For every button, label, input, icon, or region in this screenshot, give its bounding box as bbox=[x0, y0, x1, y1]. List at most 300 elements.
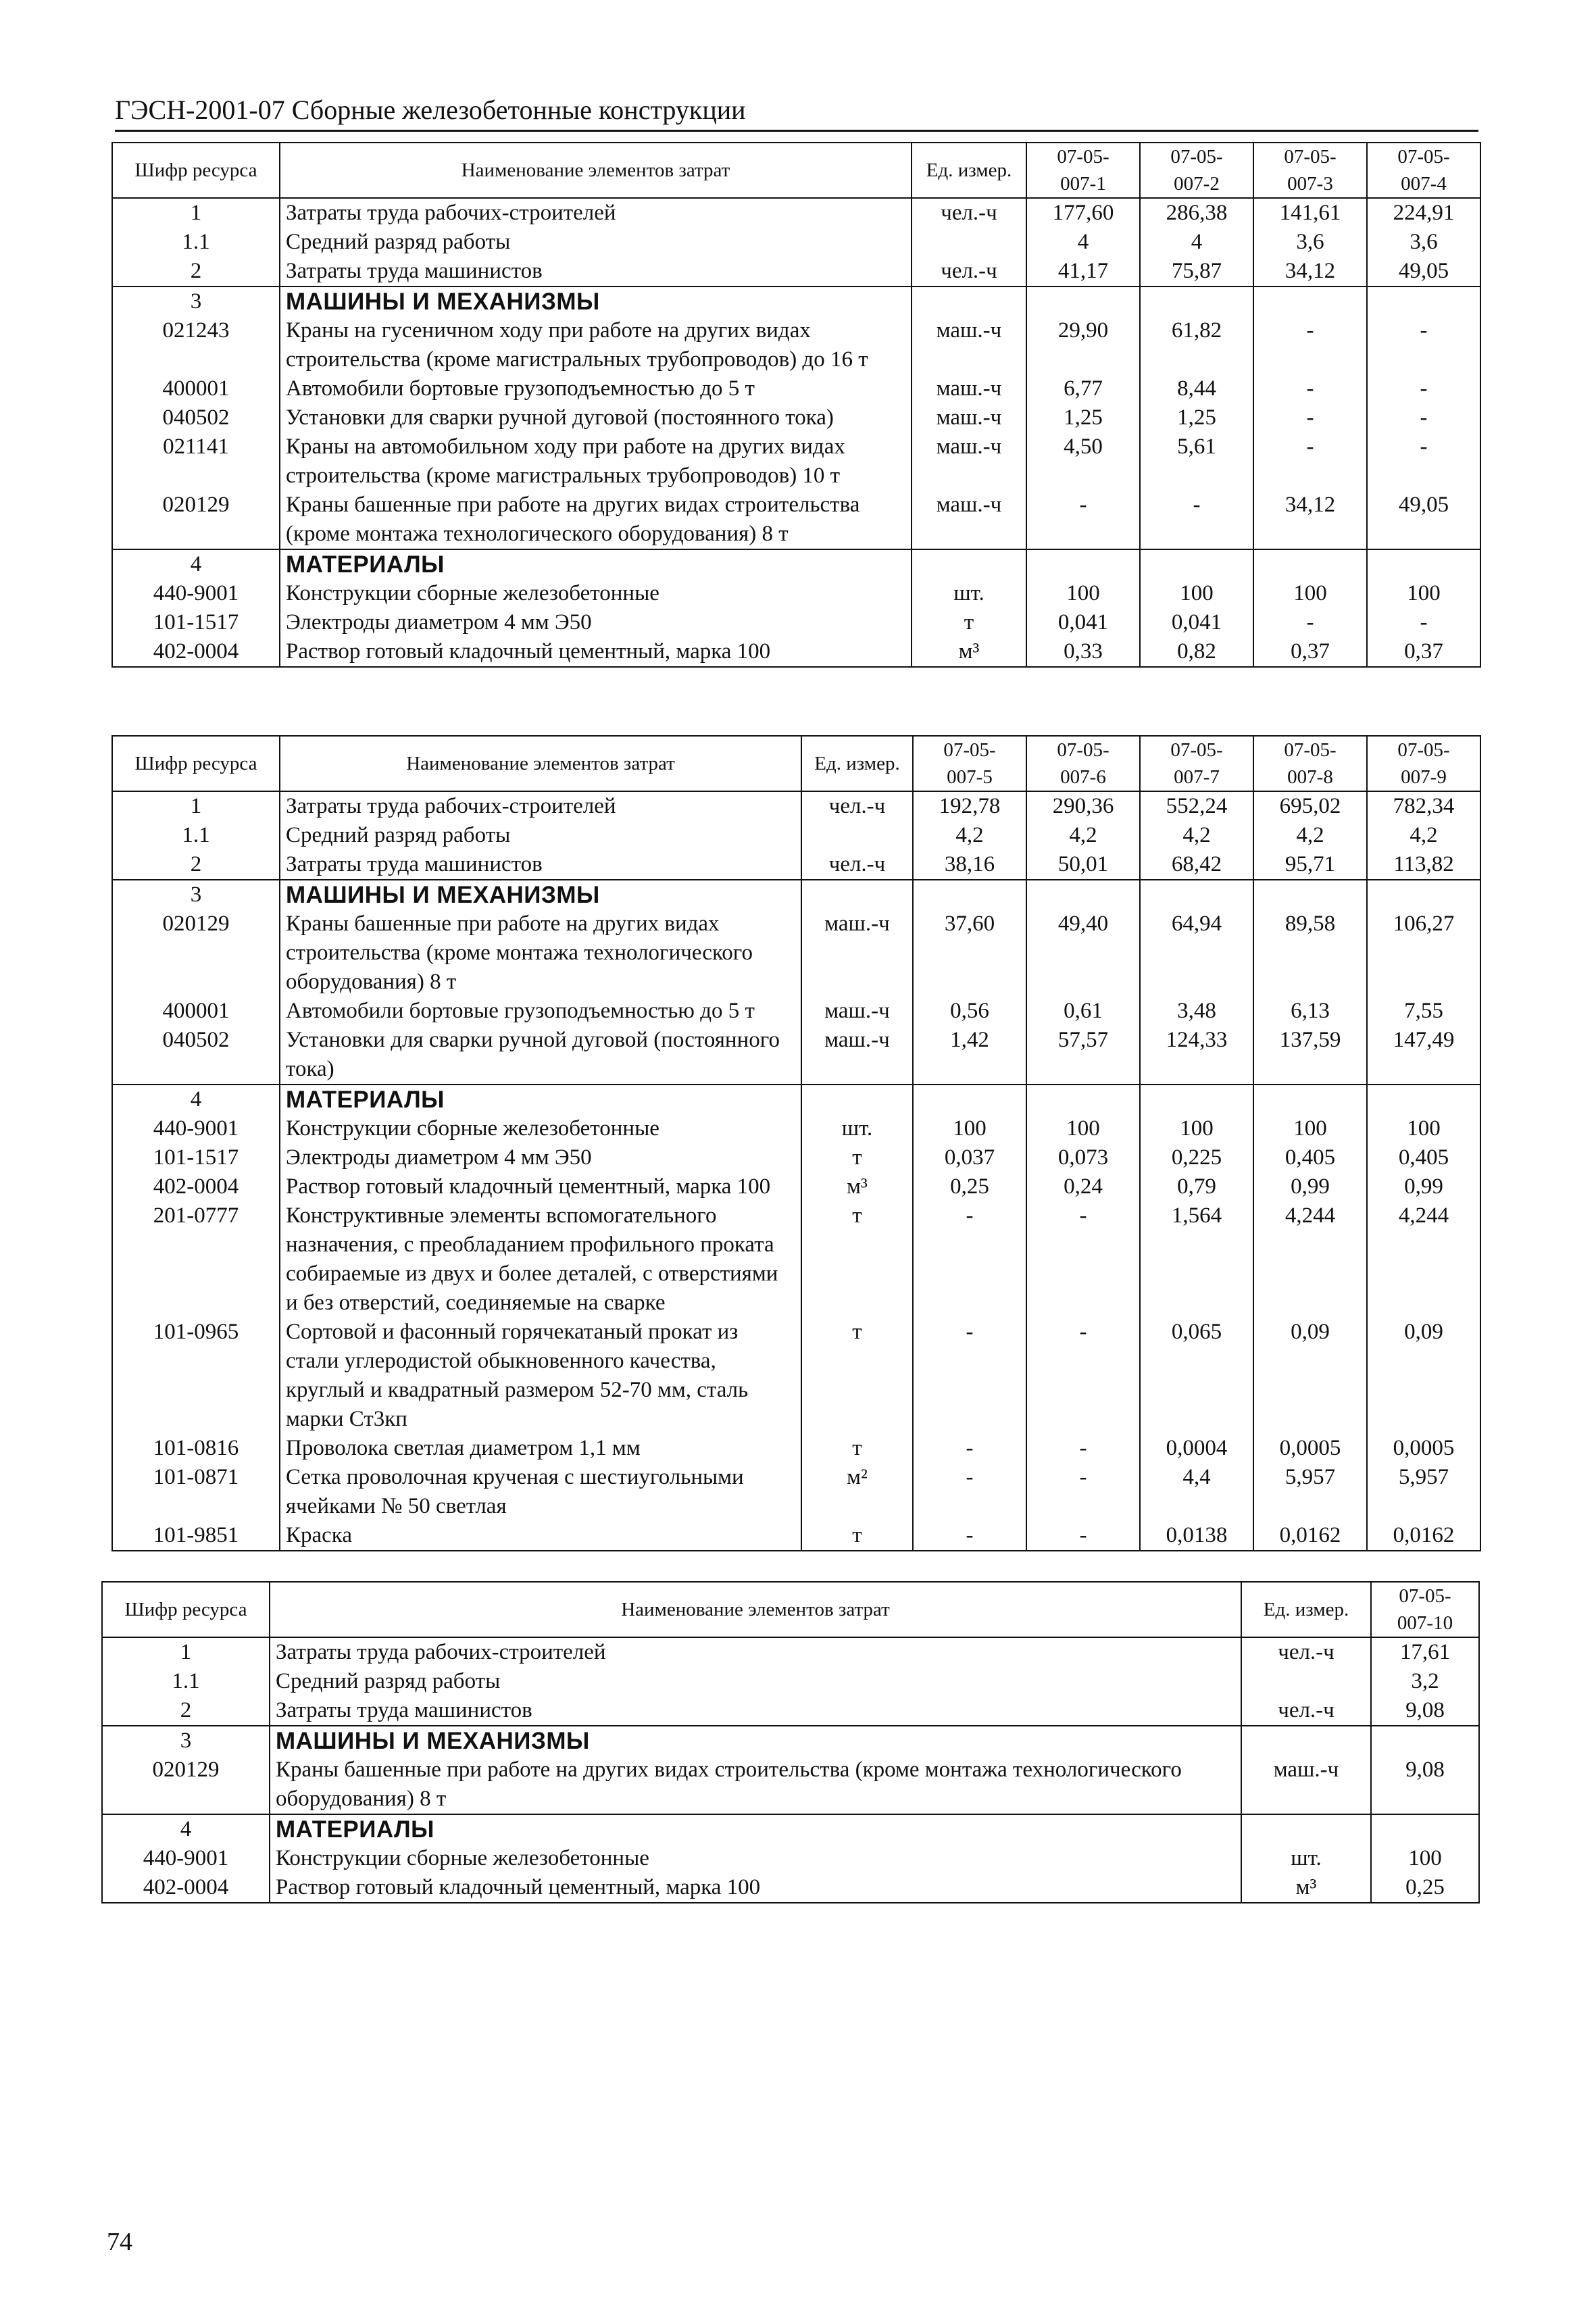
cost-element-name: Конструктивные элементы вспомогательного назначения, с преобладанием профильного проката собираемые из двух и более деталей, с отверстиями и без отверстий, соединяемые на сварке bbox=[280, 1201, 801, 1318]
cost-element-name: Затраты труда рабочих-строителей bbox=[280, 198, 912, 228]
cost-element-name: Краны на гусеничном ходу при работе на других видах строительства (кроме магистральных трубопроводов) до 16 т bbox=[280, 316, 912, 374]
name-column-header: Наименование элементов затрат bbox=[270, 1582, 1241, 1637]
norm-code-header: 07-05- 007-10 bbox=[1371, 1582, 1479, 1637]
value-cell bbox=[1140, 287, 1253, 316]
value-cell: 9,08 bbox=[1371, 1696, 1479, 1726]
value-cell: 0,33 bbox=[1026, 637, 1140, 667]
resource-code: 1.1 bbox=[102, 1667, 270, 1696]
cost-element-name: Проволока светлая диаметром 1,1 мм bbox=[280, 1434, 801, 1463]
cost-element-name: Автомобили бортовые грузоподъемностью до 5 т bbox=[280, 374, 912, 403]
value-cell: 49,05 bbox=[1367, 257, 1480, 287]
value-cell: - bbox=[913, 1434, 1026, 1463]
cost-element-name: Электроды диаметром 4 мм Э50 bbox=[280, 608, 912, 637]
value-cell: 0,82 bbox=[1140, 637, 1253, 667]
value-cell bbox=[913, 1085, 1026, 1114]
value-cell: 64,94 bbox=[1140, 910, 1253, 997]
unit-cell: маш.-ч bbox=[801, 997, 913, 1026]
value-cell: 4,2 bbox=[913, 821, 1026, 850]
unit-cell: маш.-ч bbox=[912, 374, 1026, 403]
resource-table-2 bbox=[111, 735, 1481, 1551]
table-row bbox=[112, 821, 1480, 850]
value-cell bbox=[1371, 1726, 1479, 1756]
value-cell: 4 bbox=[1026, 228, 1140, 257]
table-row bbox=[102, 1667, 1479, 1696]
table-row bbox=[112, 910, 1480, 997]
value-cell: 0,041 bbox=[1140, 608, 1253, 637]
value-cell: 17,61 bbox=[1371, 1637, 1479, 1667]
value-cell: - bbox=[1026, 1521, 1140, 1551]
value-cell: - bbox=[1367, 608, 1480, 637]
section-code: 4 bbox=[112, 549, 280, 579]
value-cell: 6,77 bbox=[1026, 374, 1140, 403]
value-cell: 0,405 bbox=[1367, 1143, 1480, 1172]
value-cell: 95,71 bbox=[1253, 850, 1367, 880]
value-cell: - bbox=[1367, 403, 1480, 432]
cost-element-name: Затраты труда рабочих-строителей bbox=[270, 1637, 1241, 1667]
cost-element-name: Средний разряд работы bbox=[270, 1667, 1241, 1696]
resource-code: 440-9001 bbox=[102, 1844, 270, 1873]
resource-code: 101-0816 bbox=[112, 1434, 280, 1463]
value-cell: 100 bbox=[1253, 1114, 1367, 1143]
value-cell bbox=[1140, 880, 1253, 910]
value-cell: - bbox=[1026, 1201, 1140, 1318]
unit-cell: шт. bbox=[912, 579, 1026, 608]
unit-cell bbox=[801, 880, 913, 910]
resource-code: 400001 bbox=[112, 997, 280, 1026]
value-cell bbox=[1253, 287, 1367, 316]
norm-code-header: 07-05- 007-1 bbox=[1026, 143, 1140, 198]
value-cell: 89,58 bbox=[1253, 910, 1367, 997]
resource-code: 2 bbox=[102, 1696, 270, 1726]
unit-cell: т bbox=[801, 1201, 913, 1318]
unit-cell: т bbox=[801, 1318, 913, 1434]
value-cell bbox=[1140, 549, 1253, 579]
value-cell: 0,56 bbox=[913, 997, 1026, 1026]
value-cell: 100 bbox=[1371, 1844, 1479, 1873]
value-cell bbox=[913, 880, 1026, 910]
name-column-header: Наименование элементов затрат bbox=[280, 736, 801, 791]
value-cell: 0,09 bbox=[1367, 1318, 1480, 1434]
value-cell: 0,79 bbox=[1140, 1172, 1253, 1201]
unit-cell: чел.-ч bbox=[1241, 1637, 1371, 1667]
resource-code: 020129 bbox=[112, 910, 280, 997]
unit-cell: чел.-ч bbox=[1241, 1696, 1371, 1726]
table-row bbox=[112, 403, 1480, 432]
value-cell bbox=[1026, 287, 1140, 316]
cost-element-name: Средний разряд работы bbox=[280, 228, 912, 257]
table-row bbox=[112, 1143, 1480, 1172]
resource-code: 101-0871 bbox=[112, 1463, 280, 1521]
unit-cell: маш.-ч bbox=[801, 910, 913, 997]
value-cell: 0,041 bbox=[1026, 608, 1140, 637]
value-cell: 0,25 bbox=[1371, 1873, 1479, 1903]
table-row bbox=[112, 316, 1480, 374]
header-row bbox=[112, 736, 1480, 791]
value-cell: 34,12 bbox=[1253, 491, 1367, 549]
value-cell: 177,60 bbox=[1026, 198, 1140, 228]
cost-element-name: Раствор готовый кладочный цементный, марка 100 bbox=[280, 1172, 801, 1201]
value-cell: 100 bbox=[1140, 1114, 1253, 1143]
table-row bbox=[112, 637, 1480, 667]
resource-table-1 bbox=[111, 142, 1481, 668]
table-row bbox=[112, 491, 1480, 549]
value-cell: 100 bbox=[1367, 1114, 1480, 1143]
cost-element-name: Установки для сварки ручной дуговой (постоянного тока) bbox=[280, 1026, 801, 1085]
norm-code-header: 07-05- 007-2 bbox=[1140, 143, 1253, 198]
value-cell: 100 bbox=[1026, 1114, 1140, 1143]
header-row bbox=[102, 1582, 1479, 1637]
unit-cell: т bbox=[801, 1521, 913, 1551]
value-cell: 34,12 bbox=[1253, 257, 1367, 287]
value-cell: 1,25 bbox=[1026, 403, 1140, 432]
unit-cell: м³ bbox=[801, 1172, 913, 1201]
unit-column-header: Ед. измер. bbox=[801, 736, 913, 791]
value-cell: 7,55 bbox=[1367, 997, 1480, 1026]
unit-cell bbox=[1241, 1726, 1371, 1756]
table-row bbox=[112, 198, 1480, 228]
value-cell: 0,09 bbox=[1253, 1318, 1367, 1434]
value-cell bbox=[1253, 549, 1367, 579]
value-cell: 1,25 bbox=[1140, 403, 1253, 432]
value-cell: 0,37 bbox=[1367, 637, 1480, 667]
section-title: МАТЕРИАЛЫ bbox=[280, 549, 912, 579]
cost-element-name: Конструкции сборные железобетонные bbox=[280, 1114, 801, 1143]
cost-element-name: Краны башенные при работе на других видах строительства (кроме монтажа технологического оборудования) 8 т bbox=[280, 491, 912, 549]
value-cell: 3,6 bbox=[1253, 228, 1367, 257]
resource-code: 201-0777 bbox=[112, 1201, 280, 1318]
page-header: ГЭСН-2001-07 Сборные железобетонные конструкции bbox=[115, 93, 1478, 132]
cost-element-name: Затраты труда рабочих-строителей bbox=[280, 791, 801, 821]
value-cell: 6,13 bbox=[1253, 997, 1367, 1026]
value-cell: - bbox=[1367, 316, 1480, 374]
value-cell: 0,99 bbox=[1253, 1172, 1367, 1201]
value-cell: - bbox=[1253, 608, 1367, 637]
table-row bbox=[102, 1696, 1479, 1726]
value-cell: 3,2 bbox=[1371, 1667, 1479, 1696]
unit-cell: маш.-ч bbox=[801, 1026, 913, 1085]
section-heading-row bbox=[102, 1726, 1479, 1756]
resource-code: 440-9001 bbox=[112, 579, 280, 608]
cost-element-name: Конструкции сборные железобетонные bbox=[270, 1844, 1241, 1873]
cost-element-name: Установки для сварки ручной дуговой (постоянного тока) bbox=[280, 403, 912, 432]
value-cell: 0,61 bbox=[1026, 997, 1140, 1026]
unit-column-header: Ед. измер. bbox=[912, 143, 1026, 198]
unit-cell: т bbox=[801, 1434, 913, 1463]
resource-code: 1.1 bbox=[112, 821, 280, 850]
value-cell: 5,957 bbox=[1253, 1463, 1367, 1521]
value-cell: 192,78 bbox=[913, 791, 1026, 821]
value-cell: - bbox=[913, 1521, 1026, 1551]
value-cell: 100 bbox=[913, 1114, 1026, 1143]
page-number: 74 bbox=[107, 2228, 132, 2256]
value-cell: 9,08 bbox=[1371, 1756, 1479, 1814]
value-cell: 0,37 bbox=[1253, 637, 1367, 667]
table-row bbox=[112, 1172, 1480, 1201]
norm-code-header: 07-05- 007-3 bbox=[1253, 143, 1367, 198]
name-column-header: Наименование элементов затрат bbox=[280, 143, 912, 198]
cost-element-name: Сетка проволочная крученая с шестиугольными ячейками № 50 светлая bbox=[280, 1463, 801, 1521]
section-heading-row bbox=[112, 880, 1480, 910]
value-cell bbox=[1026, 880, 1140, 910]
section-code: 3 bbox=[112, 287, 280, 316]
value-cell: 147,49 bbox=[1367, 1026, 1480, 1085]
value-cell: 4,2 bbox=[1026, 821, 1140, 850]
unit-cell: м³ bbox=[912, 637, 1026, 667]
section-code: 4 bbox=[112, 1085, 280, 1114]
section-heading-row bbox=[112, 549, 1480, 579]
norm-code-header: 07-05- 007-9 bbox=[1367, 736, 1480, 791]
unit-cell bbox=[912, 549, 1026, 579]
value-cell bbox=[1026, 1085, 1140, 1114]
table-row bbox=[112, 1026, 1480, 1085]
value-cell: 0,065 bbox=[1140, 1318, 1253, 1434]
value-cell: 0,0138 bbox=[1140, 1521, 1253, 1551]
cost-element-name: Затраты труда машинистов bbox=[280, 257, 912, 287]
norm-code-header: 07-05- 007-6 bbox=[1026, 736, 1140, 791]
value-cell: - bbox=[1140, 491, 1253, 549]
value-cell: 4 bbox=[1140, 228, 1253, 257]
table-row bbox=[102, 1844, 1479, 1873]
value-cell bbox=[1367, 1085, 1480, 1114]
value-cell: 0,0162 bbox=[1367, 1521, 1480, 1551]
value-cell: 695,02 bbox=[1253, 791, 1367, 821]
unit-cell: чел.-ч bbox=[801, 850, 913, 880]
unit-cell bbox=[1241, 1667, 1371, 1696]
value-cell: 100 bbox=[1140, 579, 1253, 608]
table-row bbox=[112, 850, 1480, 880]
unit-cell: маш.-ч bbox=[912, 403, 1026, 432]
value-cell: - bbox=[1253, 403, 1367, 432]
norm-code-header: 07-05- 007-4 bbox=[1367, 143, 1480, 198]
value-cell: 141,61 bbox=[1253, 198, 1367, 228]
unit-cell bbox=[912, 287, 1026, 316]
code-column-header: Шифр ресурса bbox=[112, 736, 280, 791]
value-cell: - bbox=[1367, 374, 1480, 403]
unit-cell: м³ bbox=[1241, 1873, 1371, 1903]
value-cell: 4,2 bbox=[1253, 821, 1367, 850]
value-cell: 0,0005 bbox=[1367, 1434, 1480, 1463]
table-row bbox=[112, 997, 1480, 1026]
unit-cell: шт. bbox=[1241, 1844, 1371, 1873]
value-cell: - bbox=[1253, 432, 1367, 491]
value-cell: 41,17 bbox=[1026, 257, 1140, 287]
value-cell: 0,24 bbox=[1026, 1172, 1140, 1201]
value-cell: 124,33 bbox=[1140, 1026, 1253, 1085]
value-cell: 0,25 bbox=[913, 1172, 1026, 1201]
unit-cell: чел.-ч bbox=[912, 257, 1026, 287]
value-cell: 38,16 bbox=[913, 850, 1026, 880]
section-heading-row bbox=[112, 287, 1480, 316]
resource-code: 400001 bbox=[112, 374, 280, 403]
unit-cell: м² bbox=[801, 1463, 913, 1521]
resource-code: 1 bbox=[112, 198, 280, 228]
value-cell: 0,0004 bbox=[1140, 1434, 1253, 1463]
section-title: МАШИНЫ И МЕХАНИЗМЫ bbox=[270, 1726, 1241, 1756]
unit-cell: чел.-ч bbox=[801, 791, 913, 821]
resource-code: 020129 bbox=[112, 491, 280, 549]
resource-code: 1.1 bbox=[112, 228, 280, 257]
value-cell: 0,405 bbox=[1253, 1143, 1367, 1172]
value-cell bbox=[1367, 287, 1480, 316]
value-cell bbox=[1367, 880, 1480, 910]
value-cell: - bbox=[913, 1463, 1026, 1521]
value-cell bbox=[1367, 549, 1480, 579]
cost-element-name: Раствор готовый кладочный цементный, марка 100 bbox=[280, 637, 912, 667]
section-code: 4 bbox=[102, 1814, 270, 1844]
table-row bbox=[112, 374, 1480, 403]
table-row bbox=[112, 1201, 1480, 1318]
value-cell: 49,40 bbox=[1026, 910, 1140, 997]
value-cell: 4,2 bbox=[1367, 821, 1480, 850]
resource-code: 040502 bbox=[112, 1026, 280, 1085]
value-cell bbox=[1140, 1085, 1253, 1114]
value-cell: 106,27 bbox=[1367, 910, 1480, 997]
value-cell: 0,0162 bbox=[1253, 1521, 1367, 1551]
value-cell: 5,61 bbox=[1140, 432, 1253, 491]
resource-code: 2 bbox=[112, 850, 280, 880]
resource-code: 101-0965 bbox=[112, 1318, 280, 1434]
cost-element-name: Затраты труда машинистов bbox=[280, 850, 801, 880]
unit-cell: т bbox=[801, 1143, 913, 1172]
table-row bbox=[102, 1637, 1479, 1667]
section-heading-row bbox=[112, 1085, 1480, 1114]
unit-cell: шт. bbox=[801, 1114, 913, 1143]
value-cell: 100 bbox=[1367, 579, 1480, 608]
value-cell: - bbox=[1253, 374, 1367, 403]
resource-table-3 bbox=[101, 1581, 1480, 1903]
value-cell: - bbox=[1253, 316, 1367, 374]
value-cell: 68,42 bbox=[1140, 850, 1253, 880]
section-title: МАТЕРИАЛЫ bbox=[280, 1085, 801, 1114]
cost-element-name: Краны на автомобильном ходу при работе на других видах строительства (кроме магистральных трубопроводов) 10 т bbox=[280, 432, 912, 491]
value-cell: 4,244 bbox=[1367, 1201, 1480, 1318]
unit-cell bbox=[1241, 1814, 1371, 1844]
cost-element-name: Автомобили бортовые грузоподъемностью до 5 т bbox=[280, 997, 801, 1026]
norm-code-header: 07-05- 007-7 bbox=[1140, 736, 1253, 791]
cost-element-name: Электроды диаметром 4 мм Э50 bbox=[280, 1143, 801, 1172]
value-cell: 4,4 bbox=[1140, 1463, 1253, 1521]
table-row bbox=[112, 579, 1480, 608]
value-cell: 0,0005 bbox=[1253, 1434, 1367, 1463]
section-code: 3 bbox=[102, 1726, 270, 1756]
unit-cell: маш.-ч bbox=[912, 432, 1026, 491]
resource-code: 101-1517 bbox=[112, 608, 280, 637]
unit-cell: чел.-ч bbox=[912, 198, 1026, 228]
unit-cell bbox=[912, 228, 1026, 257]
value-cell: - bbox=[1026, 1434, 1140, 1463]
value-cell: 782,34 bbox=[1367, 791, 1480, 821]
value-cell: - bbox=[913, 1318, 1026, 1434]
resource-code: 101-1517 bbox=[112, 1143, 280, 1172]
cost-element-name: Раствор готовый кладочный цементный, марка 100 bbox=[270, 1873, 1241, 1903]
table-row bbox=[112, 1463, 1480, 1521]
resource-code: 021141 bbox=[112, 432, 280, 491]
section-title: МАТЕРИАЛЫ bbox=[270, 1814, 1241, 1844]
value-cell bbox=[1253, 1085, 1367, 1114]
value-cell: 137,59 bbox=[1253, 1026, 1367, 1085]
value-cell: 0,037 bbox=[913, 1143, 1026, 1172]
value-cell: 552,24 bbox=[1140, 791, 1253, 821]
code-column-header: Шифр ресурса bbox=[112, 143, 280, 198]
resource-code: 2 bbox=[112, 257, 280, 287]
cost-element-name: Краны башенные при работе на других видах строительства (кроме монтажа технологического оборудования) 8 т bbox=[280, 910, 801, 997]
value-cell: 0,225 bbox=[1140, 1143, 1253, 1172]
value-cell: - bbox=[1026, 491, 1140, 549]
value-cell: 3,48 bbox=[1140, 997, 1253, 1026]
cost-element-name: Краны башенные при работе на других видах строительства (кроме монтажа технологического оборудования) 8 т bbox=[270, 1756, 1241, 1814]
norm-code-header: 07-05- 007-5 bbox=[913, 736, 1026, 791]
value-cell: 8,44 bbox=[1140, 374, 1253, 403]
cost-element-name: Средний разряд работы bbox=[280, 821, 801, 850]
value-cell: - bbox=[1367, 432, 1480, 491]
table-row bbox=[112, 1114, 1480, 1143]
value-cell: 75,87 bbox=[1140, 257, 1253, 287]
unit-cell: маш.-ч bbox=[912, 491, 1026, 549]
section-title: МАШИНЫ И МЕХАНИЗМЫ bbox=[280, 287, 912, 316]
unit-column-header: Ед. измер. bbox=[1241, 1582, 1371, 1637]
resource-code: 402-0004 bbox=[112, 637, 280, 667]
section-code: 3 bbox=[112, 880, 280, 910]
cost-element-name: Конструкции сборные железобетонные bbox=[280, 579, 912, 608]
resource-code: 101-9851 bbox=[112, 1521, 280, 1551]
value-cell: 290,36 bbox=[1026, 791, 1140, 821]
table-row bbox=[102, 1756, 1479, 1814]
resource-code: 402-0004 bbox=[112, 1172, 280, 1201]
value-cell: 1,564 bbox=[1140, 1201, 1253, 1318]
table-row bbox=[102, 1873, 1479, 1903]
value-cell: - bbox=[1026, 1463, 1140, 1521]
value-cell: 50,01 bbox=[1026, 850, 1140, 880]
resource-code: 402-0004 bbox=[102, 1873, 270, 1903]
value-cell: 57,57 bbox=[1026, 1026, 1140, 1085]
unit-cell: маш.-ч bbox=[912, 316, 1026, 374]
resource-code: 021243 bbox=[112, 316, 280, 374]
value-cell: 0,073 bbox=[1026, 1143, 1140, 1172]
section-heading-row bbox=[102, 1814, 1479, 1844]
resource-code: 440-9001 bbox=[112, 1114, 280, 1143]
table-row bbox=[112, 228, 1480, 257]
table-row bbox=[112, 257, 1480, 287]
value-cell: - bbox=[913, 1201, 1026, 1318]
value-cell: 4,2 bbox=[1140, 821, 1253, 850]
resource-code: 1 bbox=[112, 791, 280, 821]
unit-cell: т bbox=[912, 608, 1026, 637]
cost-element-name: Затраты труда машинистов bbox=[270, 1696, 1241, 1726]
table-row bbox=[112, 432, 1480, 491]
resource-code: 040502 bbox=[112, 403, 280, 432]
value-cell: 3,6 bbox=[1367, 228, 1480, 257]
value-cell: 29,90 bbox=[1026, 316, 1140, 374]
table-row bbox=[112, 1521, 1480, 1551]
section-title: МАШИНЫ И МЕХАНИЗМЫ bbox=[280, 880, 801, 910]
value-cell: 5,957 bbox=[1367, 1463, 1480, 1521]
resource-code: 020129 bbox=[102, 1756, 270, 1814]
value-cell: 0,99 bbox=[1367, 1172, 1480, 1201]
unit-cell bbox=[801, 1085, 913, 1114]
value-cell: 61,82 bbox=[1140, 316, 1253, 374]
cost-element-name: Краска bbox=[280, 1521, 801, 1551]
norm-code-header: 07-05- 007-8 bbox=[1253, 736, 1367, 791]
value-cell: 100 bbox=[1253, 579, 1367, 608]
unit-cell: маш.-ч bbox=[1241, 1756, 1371, 1814]
value-cell bbox=[1026, 549, 1140, 579]
cost-element-name: Сортовой и фасонный горячекатаный прокат из стали углеродистой обыкновенного качества, круглый и квадратный размером 52-70 мм, сталь марки Ст3кп bbox=[280, 1318, 801, 1434]
code-column-header: Шифр ресурса bbox=[102, 1582, 270, 1637]
value-cell bbox=[1371, 1814, 1479, 1844]
value-cell: 37,60 bbox=[913, 910, 1026, 997]
resource-code: 1 bbox=[102, 1637, 270, 1667]
table-row bbox=[112, 608, 1480, 637]
